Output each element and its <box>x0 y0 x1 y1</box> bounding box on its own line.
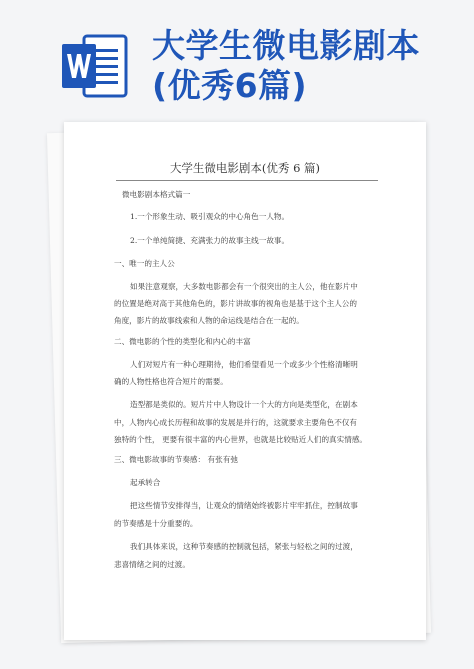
text-line: 的节奏感是十分重要的。 <box>114 519 198 528</box>
title-line-1: 大学生微电影剧本 <box>152 26 420 65</box>
text-line: 把这些情节安排得当，让观众的情绪始终被影片牢牢抓住，控制故事 <box>130 501 358 510</box>
text-line: 二、微电影的个性的类型化和内心的丰富 <box>114 337 251 346</box>
text-line: 角度，影片的故事线索和人物的命运线是结合在一起的。 <box>114 316 304 325</box>
text-line: 微电影剧本格式篇一 <box>122 190 191 199</box>
text-line: 起承转合 <box>130 478 161 487</box>
text-line: 如果注意观察，大多数电影都会有一个很突出的主人公，他在影片中 <box>130 282 358 291</box>
text-line: 一、唯一的主人公 <box>114 259 175 268</box>
text-line: 中，人物内心成长历程和故事的发展是并行的，这就要求主要角色不仅有 <box>114 418 357 427</box>
text-line: 我们具体来说，这种节奏感的控制就包括，紧张与轻松之间的过渡， <box>130 542 358 551</box>
page-title <box>152 26 420 106</box>
title-line-2: (优秀6篇) <box>152 66 308 105</box>
text-line: 悲喜情绪之间的过渡。 <box>114 560 190 569</box>
text-line: 的位置是绝对高于其他角色的，影片讲故事的视角也是基于这个主人公的 <box>114 299 357 308</box>
text-line: 独特的个性， 更要有很丰富的内心世界，也就是比较贴近人们的真实情感。 <box>114 435 368 444</box>
text-line: 1.一个形象生动、吸引观众的中心角色一人物。 <box>130 212 290 221</box>
text-line: 2.一个单纯简捷、充满张力的故事主线一故事。 <box>130 236 290 245</box>
text-line: 确的人物性格也符合短片的需要。 <box>114 377 228 386</box>
document-title: 大学生微电影剧本(优秀 6 篇) <box>169 161 321 175</box>
title-divider <box>116 180 378 181</box>
text-line: 人们对短片有一种心理期待，他们希望看见一个或多少个性格清晰明 <box>130 360 358 369</box>
text-line: 造型都是类似的。短片片中人物设计一个大的方向是类型化，在剧本 <box>130 400 358 409</box>
header <box>0 0 474 120</box>
document-page <box>64 122 426 640</box>
text-line: 三、微电影故事的节奏感： 有张有弛 <box>114 455 238 464</box>
word-document-icon <box>62 32 128 100</box>
